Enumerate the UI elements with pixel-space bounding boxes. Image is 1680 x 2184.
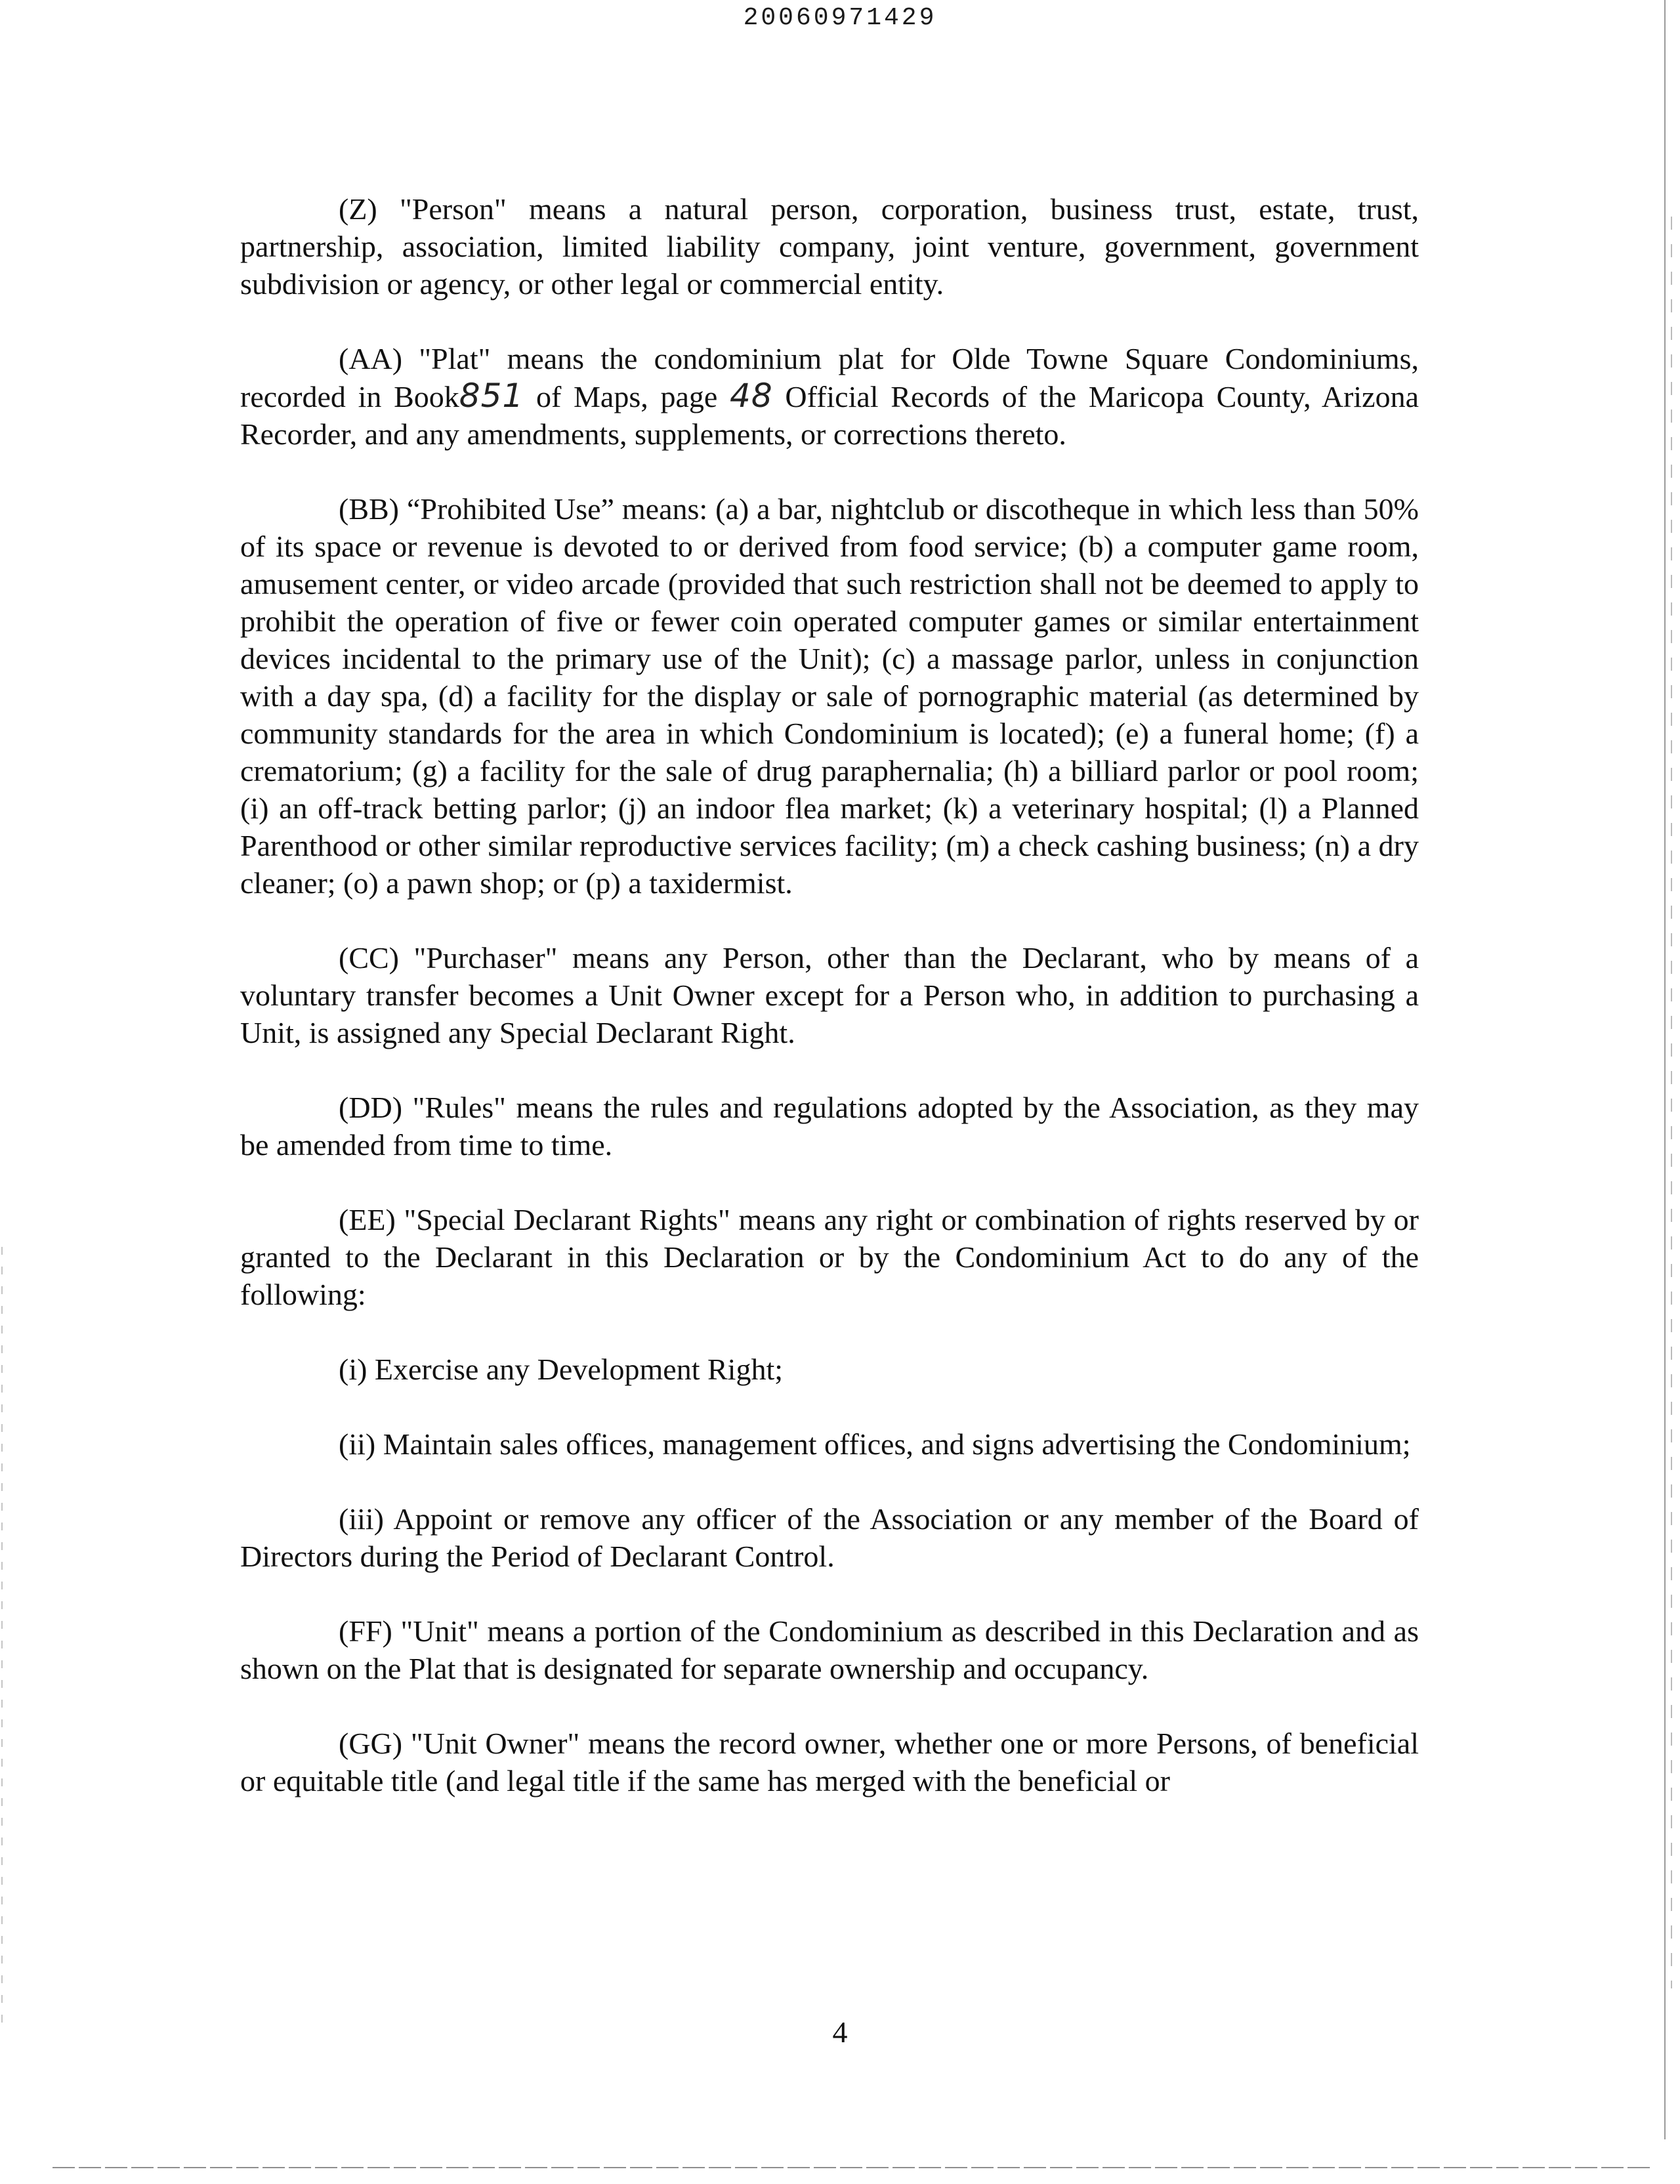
definition-cc: (CC) "Purchaser" means any Person, other than the Declarant, who by means of a voluntary transfer becomes a Unit Owner except for a Person who, in addition to purchasing a Unit, is assigned any Special Declarant Right.: [240, 941, 1419, 1049]
definition-bb: (BB) “Prohibited Use” means: (a) a bar, nightclub or discotheque in which less than 50% of its space or revenue is devoted to or derived from food service; (b) a computer game room, amusement center, or video arcade (provided that such restriction shall not be deemed to apply to prohibit the operation of five or fewer coin operated computer games or similar entertainment devices incidental to the primary use of the Unit); (c) a massage parlor, unless in conjunction with a day spa, (d) a facility for the display or sale of pornographic material (as determined by community standards for the area in which Condominium is located); (e) a funeral home; (f) a crematorium; (g) a facility for the sale of drug paraphernalia; (h) a billiard parlor or pool room; (i) an off-track betting parlor; (j) an indoor flea market; (k) a veterinary hospital; (l) a Planned Parenthood or other similar reproductive services facility; (m) a check cashing business; (n) a dry cleaner; (o) a pawn shop; or (p) a taxidermist.: [240, 492, 1419, 900]
definition-z: (Z) "Person" means a natural person, corporation, business trust, estate, trust, partnership, association, limited liability company, joint venture, government, government subdivision or agency, or other legal or commercial entity.: [240, 192, 1419, 301]
definition-ee-i: (i) Exercise any Development Right;: [339, 1353, 784, 1386]
definition-aa: [240, 340, 1419, 453]
handwritten-book-number: 851: [459, 377, 524, 415]
scan-edge-right-dashed: [1671, 217, 1672, 1988]
scan-edge-bottom: [52, 2167, 1654, 2168]
definition-ee: (EE) "Special Declarant Rights" means any right or combination of rights reserved by or granted to the Declarant in this Declaration or by the Condominium Act to do any of the following:: [240, 1203, 1419, 1311]
definitions-body: [240, 190, 1419, 1837]
definition-dd: (DD) "Rules" means the rules and regulations adopted by the Association, as they may be amended from time to time.: [240, 1091, 1419, 1162]
definition-ff: (FF) "Unit" means a portion of the Condominium as described in this Declaration and as shown on the Plat that is designated for separate ownership and occupancy.: [240, 1614, 1419, 1685]
definition-gg: (GG) "Unit Owner" means the record owner, whether one or more Persons, of beneficial or equitable title (and legal title if the same has merged with the beneficial or: [240, 1727, 1419, 1797]
handwritten-page-number: 48: [730, 377, 773, 415]
scan-edge-left: [1, 1247, 3, 2034]
definition-aa-text-3: Official Records of the Maricopa County, Arizona Recorder, and any amendments, supplements, or corrections thereto.: [240, 380, 1419, 451]
page-number: 4: [832, 2015, 848, 2049]
definition-ee-iii: (iii) Appoint or remove any officer of the Association or any member of the Board of Directors during the Period of Declarant Control.: [240, 1502, 1419, 1573]
recording-number: 20060971429: [743, 4, 937, 32]
definition-aa-text-1: (AA) "Plat" means the condominium plat for Olde Towne Square Condominiums, recorded in Book: [240, 342, 1419, 413]
definition-ee-ii: (ii) Maintain sales offices, management offices, and signs advertising the Condominium;: [339, 1427, 1411, 1461]
definition-aa-text-2: of Maps, page: [524, 380, 730, 413]
scan-edge-right: [1664, 0, 1666, 2139]
